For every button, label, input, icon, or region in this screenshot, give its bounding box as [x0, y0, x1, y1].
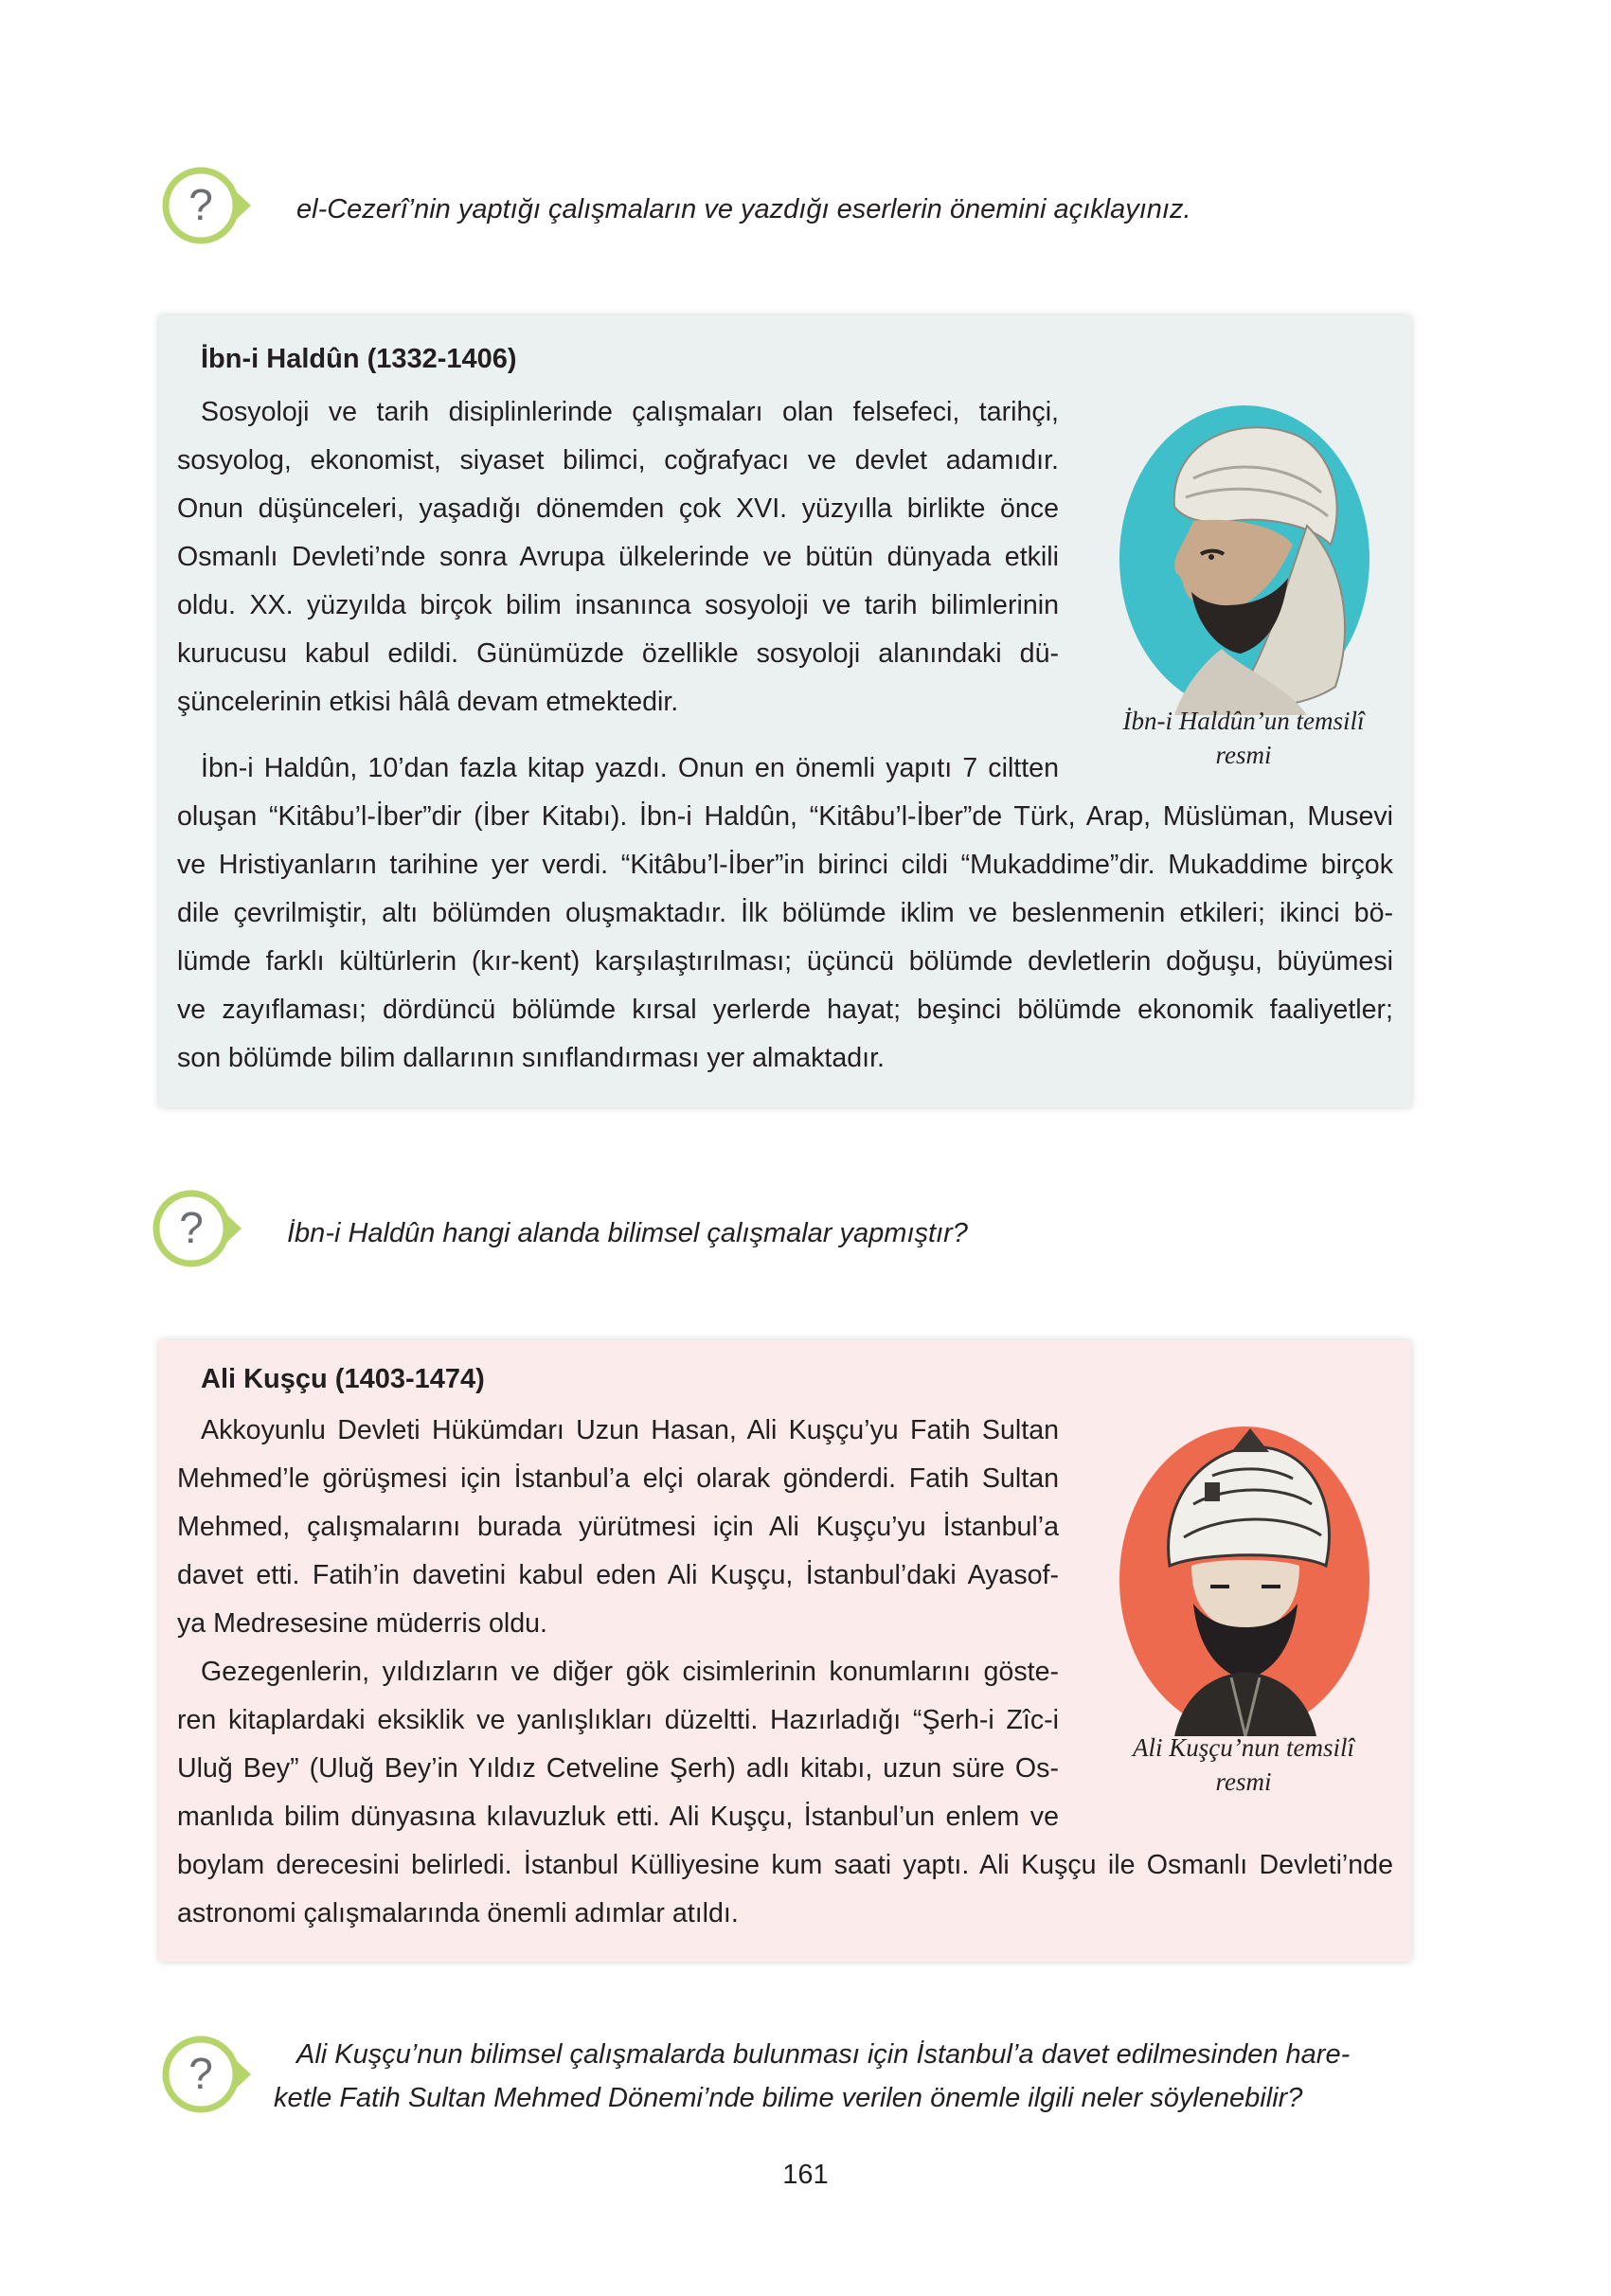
question-mark-icon — [159, 2032, 254, 2117]
ibn-haldun-paragraph-1: Sosyoloji ve tarih disiplinlerinde çalışmaları olan felsefeci, tarihçi, sosyolog, ekonomist, siyaset bilimci, coğrafyacı ve devlet adamıdır. Onun düşünceleri, yaşadığı dönemden çok XVI. yüzyılla birlikte önce Osmanlı Devleti’nde sonra Avrupa ülkelerinde ve bütün dünyada etkili oldu. XX. yüzyılda birçok bilim insanınca sosyoloji ve tarih bilimlerinin kurucusu kabul edildi. Günümüzde özellikle sosyoloji alanındaki dü- şüncelerinin etkisi hâlâ devam etmektedir. — [177, 397, 1059, 717]
question-text: İbn-i Haldûn hangi alanda bilimsel çalışmalar yapmıştır? — [287, 1218, 968, 1248]
ali-kuscu-paragraph-1: Akkoyunlu Devleti Hükümdarı Uzun Hasan, Ali Kuşçu’yu Fatih Sultan Mehmed’le görüşmesi için İstanbul’a elçi olarak gönderdi. Fatih Sultan Mehmed, çalışmalarını burada yürütmesi için Ali Kuşçu’yu İstanbul’a davet etti. Fatih’in davetini kabul eden Ali Kuşçu, İstanbul’daki Ayasof- ya Medresesine müderris oldu. — [177, 1415, 1059, 1639]
svg-text:?: ? — [179, 1203, 204, 1252]
ibn-haldun-caption: İbn-i Haldûn’un temsilî resmi — [1122, 707, 1365, 769]
ali-kuscu-caption: Ali Kuşçu’nun temsilî resmi — [1133, 1733, 1354, 1796]
svg-text:?: ? — [188, 2049, 213, 2098]
question-text-line-1: Ali Kuşçu’nun bilimsel çalışmalarda bulunması için İstanbul’a davet edilmesinden hare- — [296, 2039, 1351, 2070]
ibn-haldun-title: İbn-i Haldûn (1332-1406) — [201, 344, 517, 374]
ali-kuscu-title: Ali Kuşçu (1403-1474) — [201, 1364, 485, 1394]
ali-kuscu-portrait — [1118, 1424, 1371, 1741]
ibn-haldun-portrait — [1118, 403, 1371, 720]
question-mark-icon — [150, 1186, 244, 1271]
ibn-haldun-box — [159, 315, 1411, 1107]
ibn-haldun-paragraph-2: İbn-i Haldûn, 10’dan fazla kitap yazdı. Onun en önemli yapıtı 7 ciltten oluşan “Kitâbu’l-İber”dir (İber Kitabı). İbn-i Haldûn, “Kitâbu’l-İber”de Türk, Arap, Müslüman, Musevi ve Hristiyanların tarihine yer verdi. “Kitâbu’l-İber”in birinci cildi “Mukaddime”dir. Mukaddime birçok dile çevrilmiştir, altı bölümden oluşmaktadır. İlk bölümde iklim ve beslenmenin etkileri; ikinci bö- lümde farklı kültürlerin (kır-kent) karşılaştırılması; üçüncü bölümde devletlerin doğuşu, büyümesi ve zayıflaması; dördüncü bölümde kırsal yerlerde hayat; beşinci bölümde ekonomik faaliyetler; son bölümde bilim dallarının sınıflandırması yer almaktadır. — [177, 753, 1393, 1073]
question-text: el-Cezerî’nin yaptığı çalışmaların ve yazdığı eserlerin önemini açıklayınız. — [296, 194, 1191, 224]
svg-text:?: ? — [188, 180, 213, 229]
question-mark-icon — [159, 163, 254, 248]
ali-kuscu-box — [159, 1340, 1411, 1962]
question-text-line-2: ketle Fatih Sultan Mehmed Dönemi’nde bilime verilen önemle ilgili neler söylenebilir? — [274, 2083, 1303, 2113]
ali-kuscu-paragraph-2: Gezegenlerin, yıldızların ve diğer gök cisimlerinin konumlarını göste- ren kitaplardaki eksiklik ve yanlışlıkları düzeltti. Hazırladığı “Şerh-i Zîc-i Uluğ Bey” (Uluğ Bey’in Yıldız Cetveline Şerh) adlı kitabı, uzun süre Os- manlıda bilim dünyasına kılavuzluk etti. Ali Kuşçu, İstanbul’un enlem ve boylam derecesini belirledi. İstanbul Külliyesine kum saati yaptı. Ali Kuşçu ile Osmanlı Devleti’nde astronomi çalışmalarında önemli adımlar atıldı. — [177, 1657, 1393, 1928]
page-number: 161 — [782, 2160, 829, 2190]
